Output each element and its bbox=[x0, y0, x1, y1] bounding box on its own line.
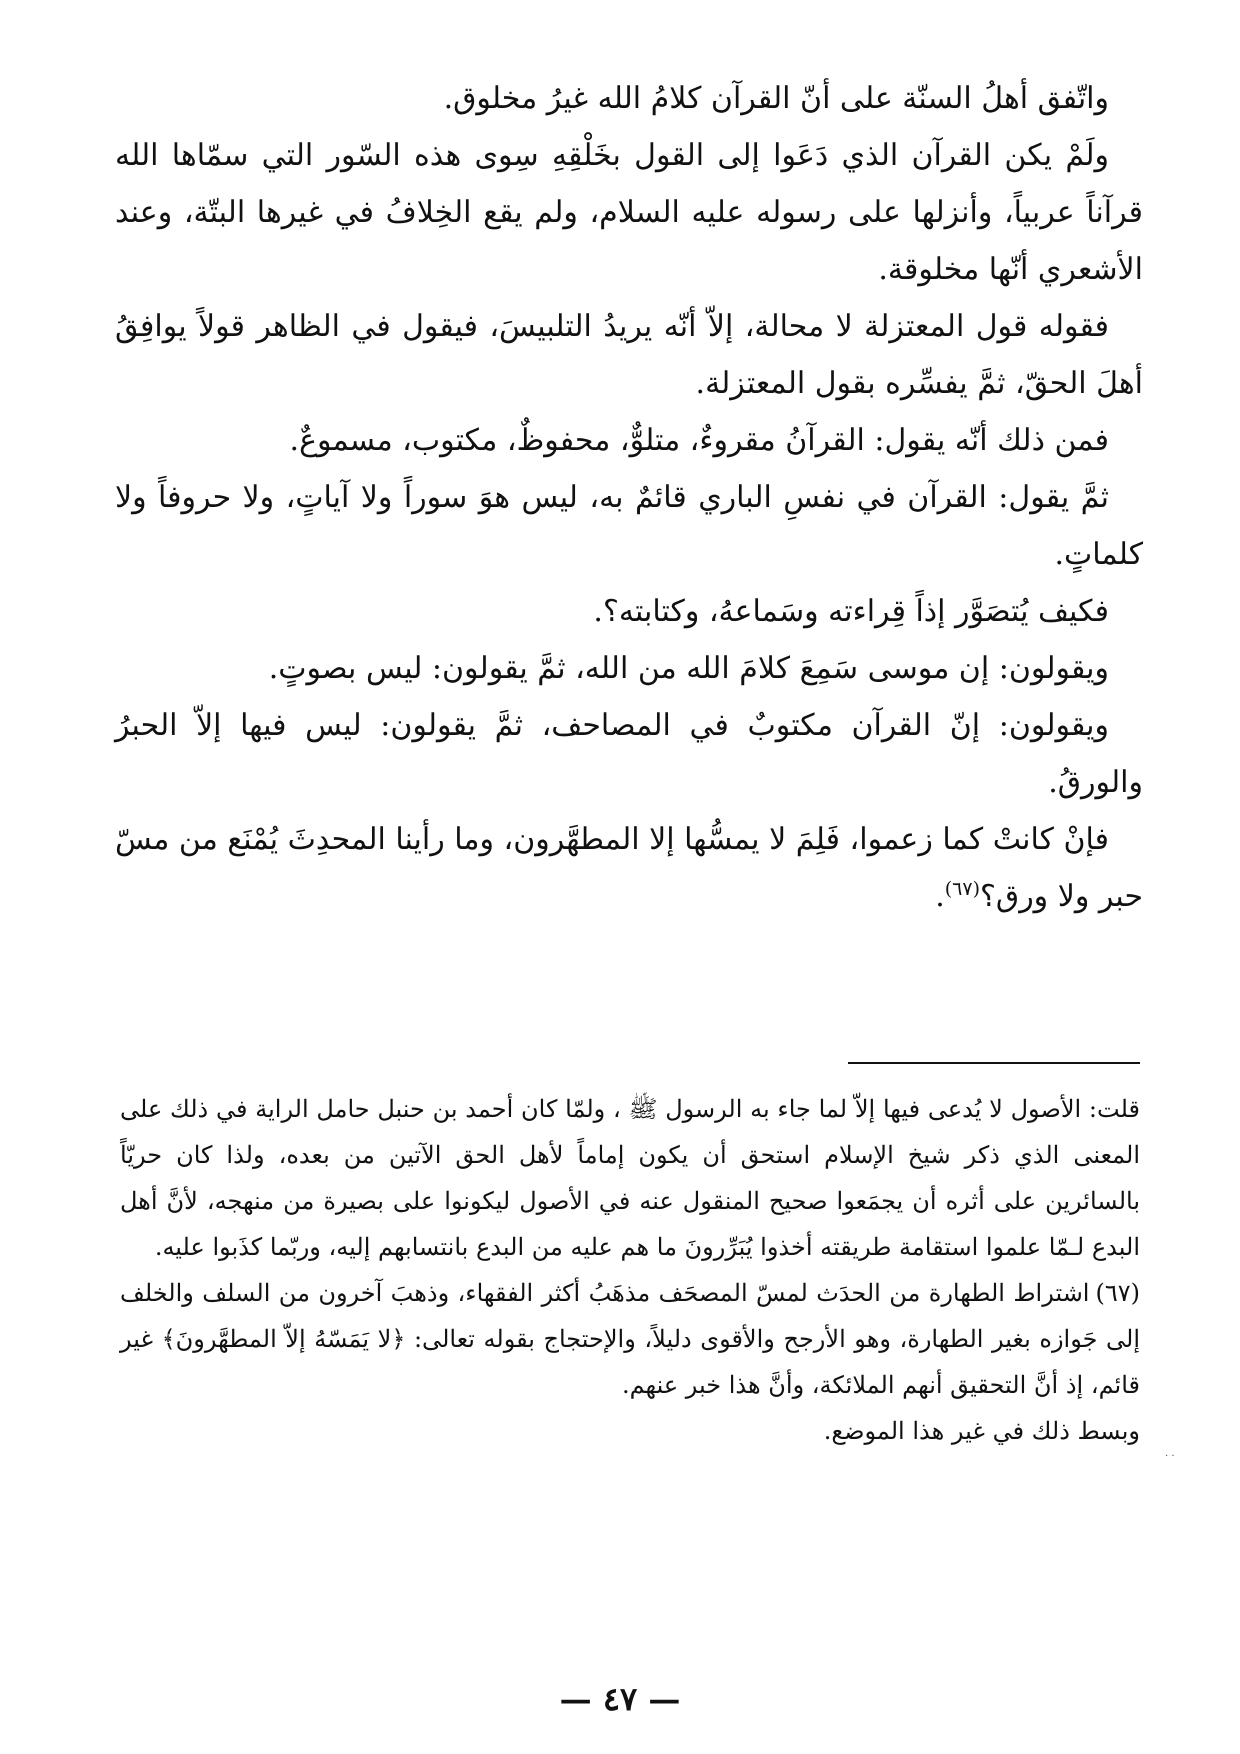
paragraph: واتّفق أهلُ السنّة على أنّ القرآن كلامُ الله غيرُ مخلوق. bbox=[443, 81, 1109, 116]
paragraph: فقوله قول المعتزلة لا محالة، إلاّ أنّه يريدُ التلبيسَ، فيقول في الظاهر قولاً يوافِقُ أهلَ الحقّ، ثمَّ يفسِّره بقول المعتزلة. bbox=[115, 309, 1143, 401]
paragraph: ويقولون: إن موسى سَمِعَ كلامَ الله من الله، ثمَّ يقولون: ليس بصوتٍ. bbox=[268, 651, 1109, 686]
scan-mark: · · bbox=[1165, 1451, 1175, 1462]
footnote-number: (٦٧) bbox=[1095, 1279, 1140, 1307]
paragraph: ولَمْ يكن القرآن الذي دَعَوا إلى القول بخَلْقِهِ سِوى هذه السّور التي سمّاها الله قرآناً عربياً، وأنزلها على رسوله عليه السلام، ولم يقع الخِلافُ في غيرها البتّة، وعند الأشعري أنّها مخلوقة. bbox=[115, 138, 1143, 287]
page-number: — ٤٧ — bbox=[559, 1680, 681, 1718]
main-text-body bbox=[115, 70, 1143, 925]
footnote-reference[interactable]: (٦٧) bbox=[944, 878, 980, 900]
footnotes-section bbox=[120, 1086, 1140, 1454]
paragraph-last bbox=[115, 811, 1143, 925]
footnote-continuation: قلت: الأصول لا يُدعى فيها إلاّ لما جاء به الرسول ﷺ ، ولمّا كان أحمد بن حنبل حامل الراية في ذلك على المعنى الذي ذكر شيخ الإسلام استحق أن يكون إماماً لأهل الحق الآتين من بعده، ولذا كان حريّاً بالسائرين على أثره أن يجمَعوا صحيح المنقول عنه في الأصول ليكونوا على بصيرة من منهجه، لأنَّ أهل البدع لـمّا علموا استقامة طريقته أخذوا يُبَرِّرونَ ما هم عليه من البدع بانتسابهم إليه، وربّما كذَبوا عليه. bbox=[120, 1095, 1140, 1261]
paragraph: ويقولون: إنّ القرآن مكتوبٌ في المصاحف، ثمَّ يقولون: ليس فيها إلاّ الحبرُ والورقُ. bbox=[115, 708, 1143, 800]
paragraph-last-text: فإنْ كانتْ كما زعموا، فَلِمَ لا يمسُّها إلا المطهَّرون، وما رأينا المحدِثَ يُمْنَع من مسّ حبر ولا ورق؟ bbox=[115, 822, 1143, 914]
paragraph: فمن ذلك أنّه يقول: القرآنُ مقروءٌ، متلوٌّ، محفوظٌ، مكتوب، مسموعٌ. bbox=[289, 423, 1109, 458]
footnote-closing: وبسط ذلك في غير هذا الموضع. bbox=[823, 1417, 1140, 1445]
paragraph-last-period: . bbox=[935, 879, 945, 914]
footnote-divider bbox=[848, 1062, 1140, 1064]
footnote-text: اشتراط الطهارة من الحدَث لمسّ المصحَف مذهَبُ أكثر الفقهاء، وذهبَ آخرون من السلف والخلف إلى جَوازه بغير الطهارة، وهو الأرجح والأقوى دليلاً، والإحتجاج بقوله تعالى: ﴿لا يَمَسّهُ إلاّ المطهَّرونَ﴾ غير قائم، إذ أنَّ التحقيق أنهم الملائكة، وأنَّ هذا خبر عنهم. bbox=[120, 1279, 1141, 1399]
footnote-67 bbox=[120, 1270, 1140, 1408]
paragraph: ثمَّ يقول: القرآن في نفسِ الباري قائمٌ به، ليس هوَ سوراً ولا آياتٍ، ولا حروفاً ولا كلماتٍ. bbox=[115, 480, 1143, 572]
paragraph: فكيف يُتصَوَّر إذاً قِراءته وسَماعهُ، وكتابته؟. bbox=[593, 594, 1109, 629]
